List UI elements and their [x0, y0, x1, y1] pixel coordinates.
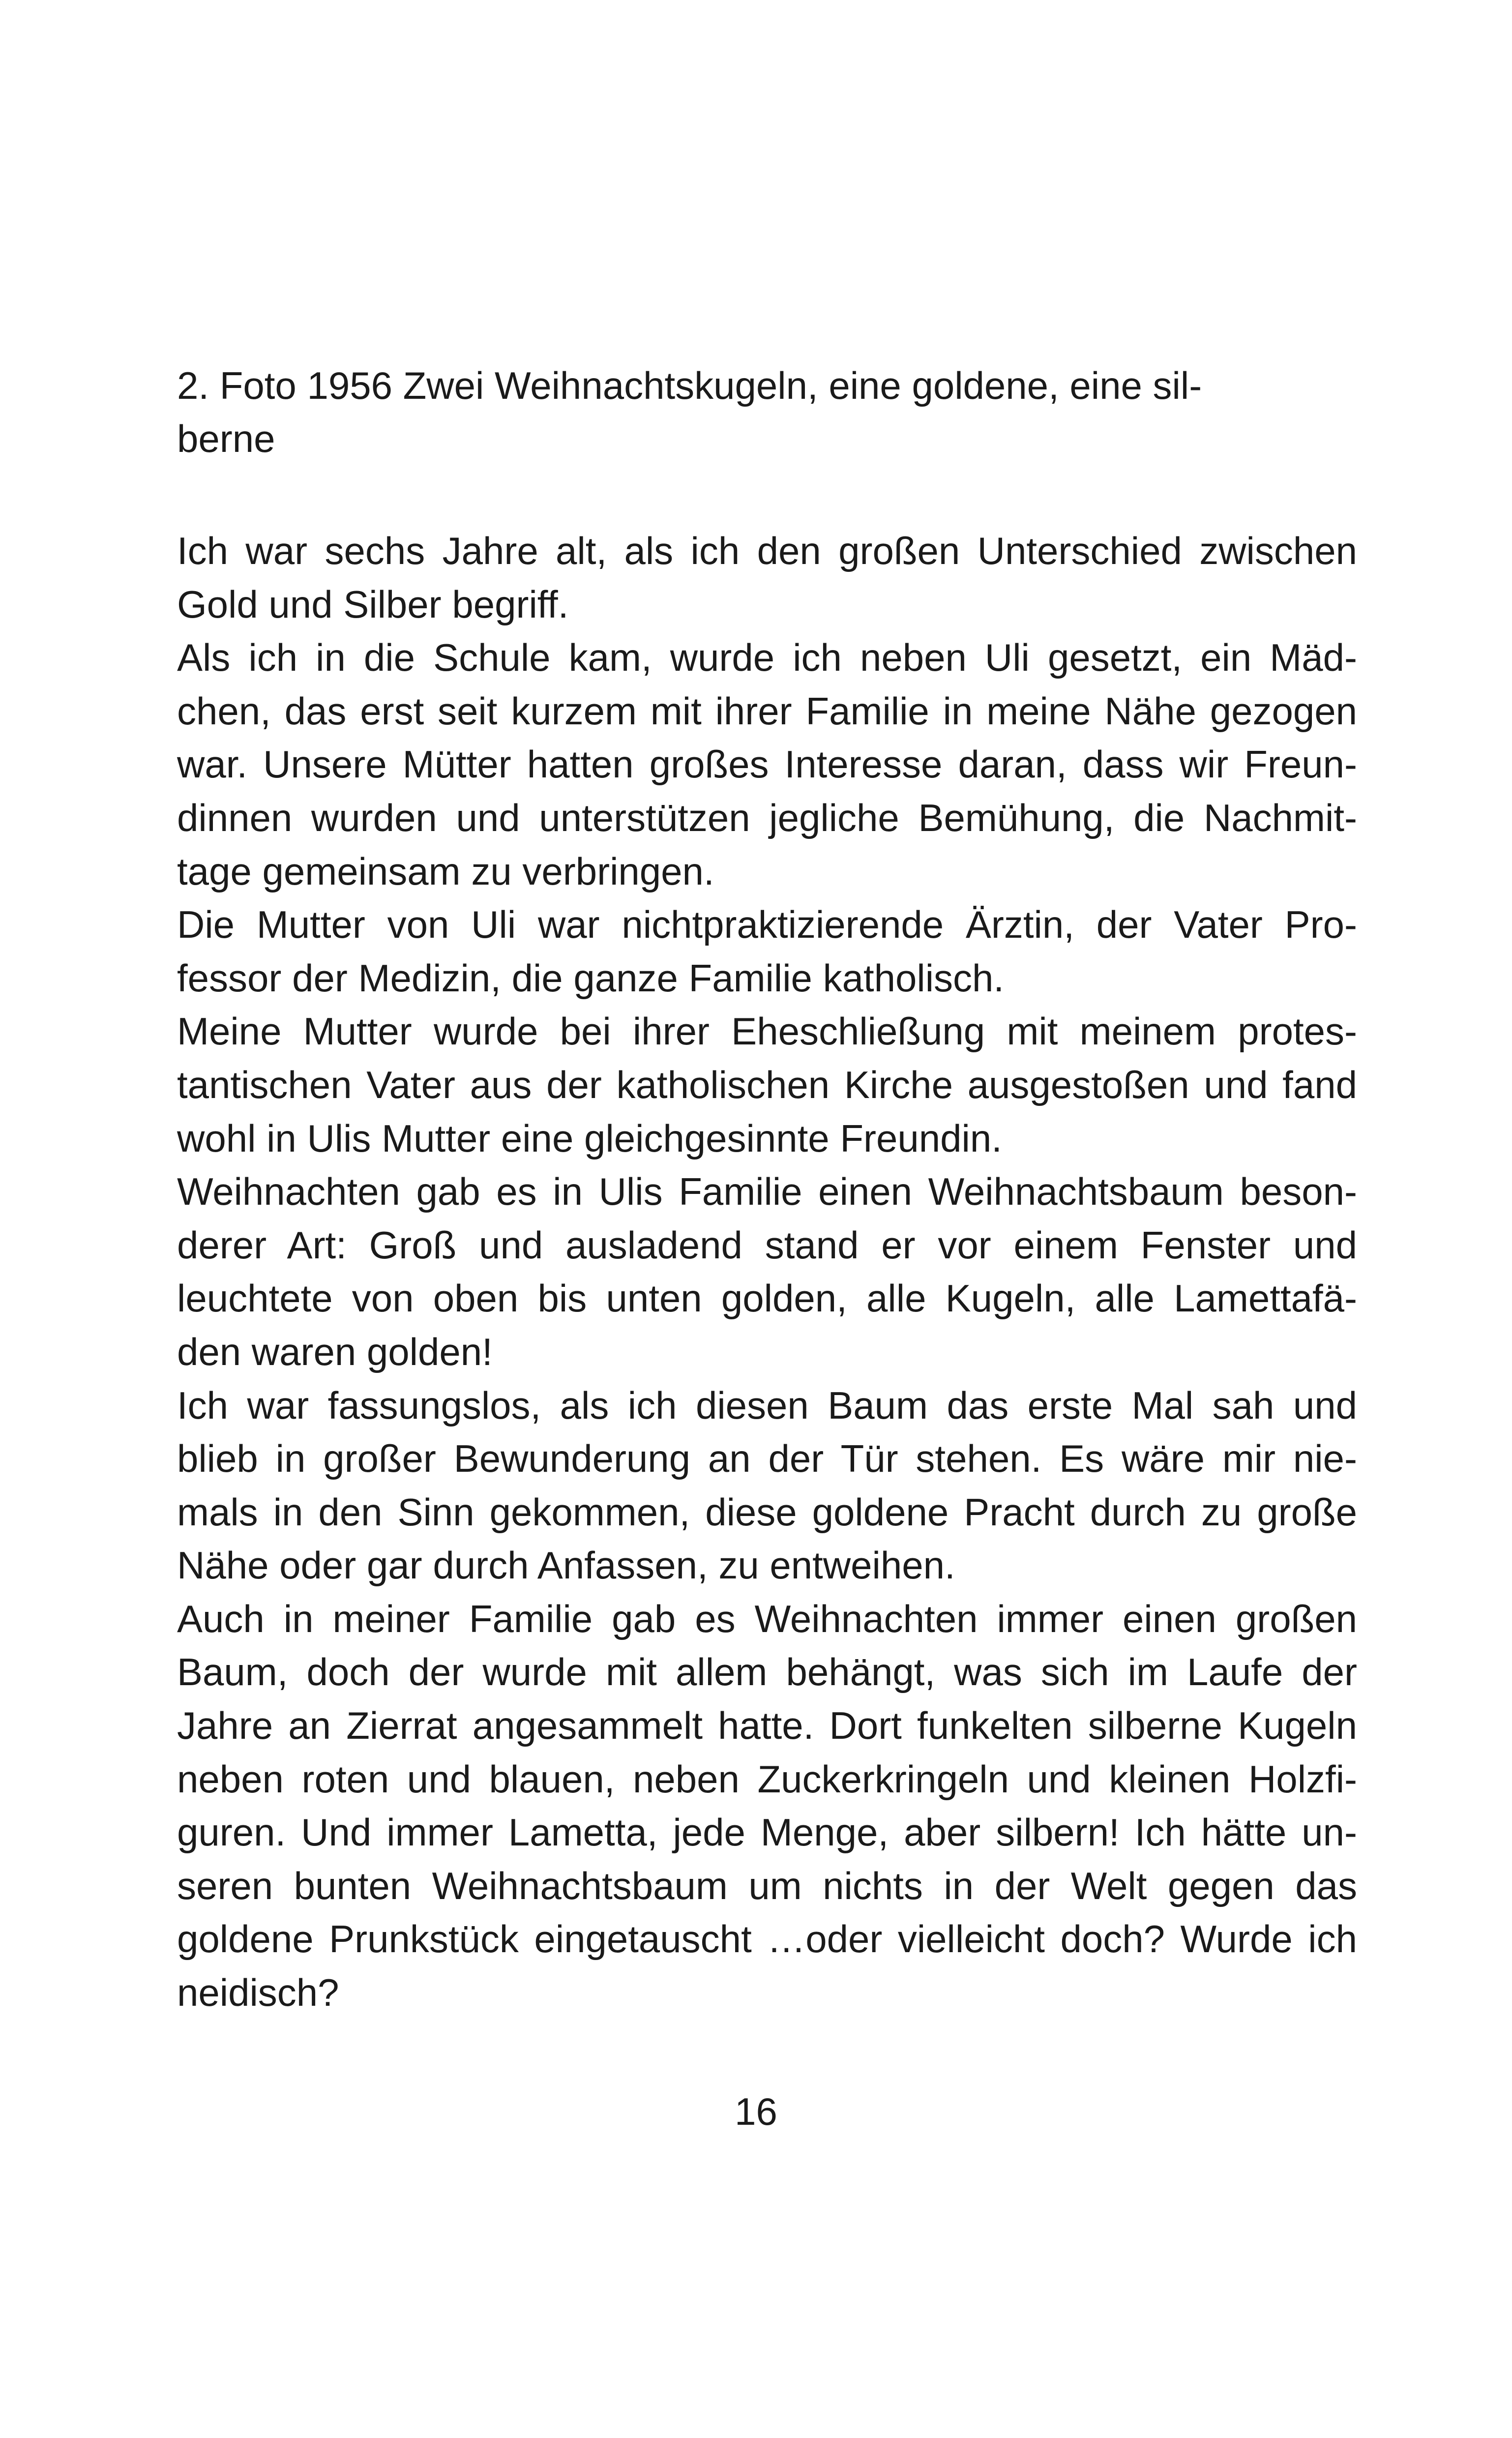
chapter-title — [177, 359, 1357, 465]
text-line: dinnen wurden und unterstützen jegliche Bemühung, die Nachmit- — [177, 796, 1357, 839]
text-line: Als ich in die Schule kam, wurde ich neben Uli gesetzt, ein Mäd- — [177, 636, 1357, 680]
text-line: blieb in großer Bewunderung an der Tür stehen. Es wäre mir nie- — [177, 1437, 1357, 1481]
text-line: goldene Prunkstück eingetauscht …oder vielleicht doch? Wurde ich — [177, 1917, 1357, 1961]
text-line: Ich war sechs Jahre alt, als ich den großen Unterschied zwischen — [177, 529, 1357, 572]
text-line: mals in den Sinn gekommen, diese goldene Pracht durch zu große — [177, 1490, 1357, 1534]
text-line: wohl in Ulis Mutter eine gleichgesinnte Freundin. — [177, 1116, 1002, 1160]
text-line: Auch in meiner Familie gab es Weihnachten immer einen großen — [177, 1597, 1357, 1640]
text-line: neidisch? — [177, 1971, 339, 2015]
text-line: tantischen Vater aus der katholischen Kirche ausgestoßen und fand — [177, 1063, 1357, 1106]
text-line: Nähe oder gar durch Anfassen, zu entweihen. — [177, 1544, 955, 1587]
text-line: den waren golden! — [177, 1330, 493, 1373]
text-line: fessor der Medizin, die ganze Familie katholisch. — [177, 956, 1005, 1000]
chapter-title-line: berne — [177, 417, 275, 460]
text-line: war. Unsere Mütter hatten großes Interesse daran, dass wir Freun- — [177, 743, 1357, 786]
text-line: tage gemeinsam zu verbringen. — [177, 849, 714, 893]
chapter-title-line: 2. Foto 1956 Zwei Weihnachtskugeln, eine goldene, eine sil- — [177, 364, 1202, 407]
text-line: Die Mutter von Uli war nichtpraktizierende Ärztin, der Vater Pro- — [177, 903, 1357, 947]
text-line: Jahre an Zierrat angesammelt hatte. Dort funkelten silberne Kugeln — [177, 1704, 1357, 1748]
text-line: Gold und Silber begriff. — [177, 582, 569, 626]
text-line: Weihnachten gab es in Ulis Familie einen Weihnachtsbaum beson- — [177, 1170, 1357, 1214]
page-number: 16 — [735, 2090, 777, 2133]
text-line: Baum, doch der wurde mit allem behängt, was sich im Laufe der — [177, 1650, 1357, 1694]
text-line: guren. Und immer Lametta, jede Menge, aber silbern! Ich hätte un- — [177, 1811, 1357, 1854]
text-line: chen, das erst seit kurzem mit ihrer Familie in meine Nähe gezogen — [177, 689, 1357, 733]
text-line: leuchtete von oben bis unten golden, alle Kugeln, alle Lamettafä- — [177, 1277, 1357, 1320]
body-text — [177, 524, 1357, 2020]
text-line: derer Art: Groß und ausladend stand er vor einem Fenster und — [177, 1223, 1357, 1267]
text-line: Meine Mutter wurde bei ihrer Eheschließung mit meinem protes- — [177, 1010, 1357, 1053]
text-line: Ich war fassungslos, als ich diesen Baum das erste Mal sah und — [177, 1383, 1357, 1427]
text-line: seren bunten Weihnachtsbaum um nichts in der Welt gegen das — [177, 1864, 1357, 1907]
text-line: neben roten und blauen, neben Zuckerkringeln und kleinen Holzfi- — [177, 1757, 1357, 1801]
